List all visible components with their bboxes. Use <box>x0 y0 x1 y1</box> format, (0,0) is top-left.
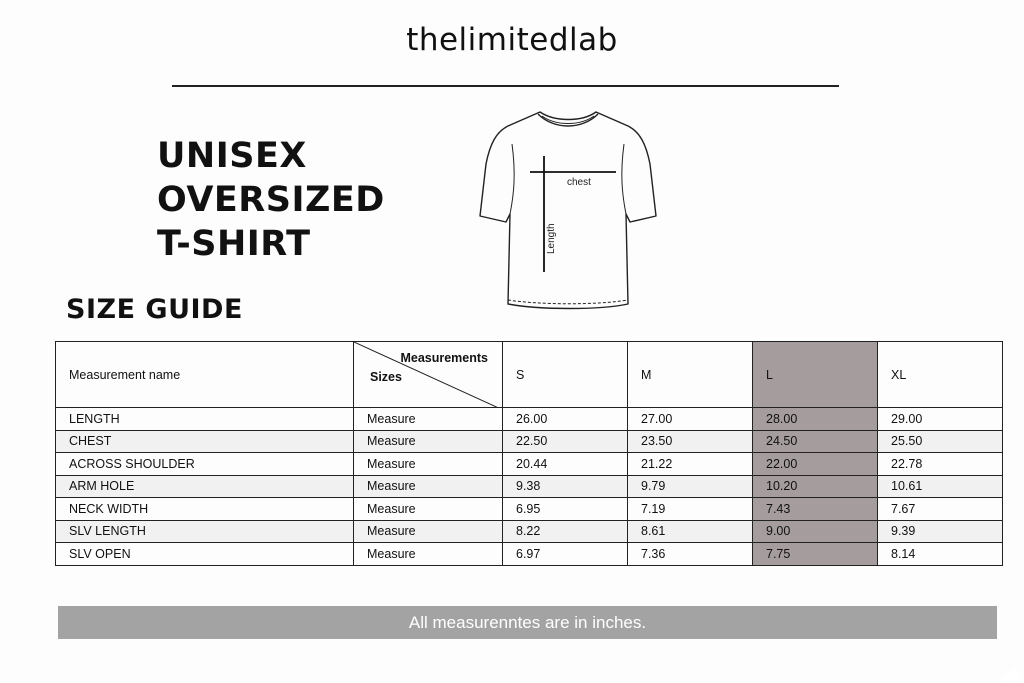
header-measurements-label: Measurements <box>400 351 488 365</box>
value-m: 7.36 <box>628 543 753 566</box>
page-curl-icon <box>984 653 1024 683</box>
row-measure: Measure <box>354 453 503 476</box>
row-measure: Measure <box>354 498 503 521</box>
header-diagonal-cell <box>354 342 503 408</box>
table-row <box>56 498 1003 521</box>
table-row <box>56 520 1003 543</box>
header-size-m: M <box>628 342 753 408</box>
header-measurement-name: Measurement name <box>56 342 354 408</box>
row-name: SLV LENGTH <box>56 520 354 543</box>
value-xl: 9.39 <box>878 520 1003 543</box>
value-s: 22.50 <box>503 430 628 453</box>
value-m: 27.00 <box>628 408 753 431</box>
value-l: 10.20 <box>753 475 878 498</box>
header-size-s: S <box>503 342 628 408</box>
value-l: 7.43 <box>753 498 878 521</box>
value-m: 23.50 <box>628 430 753 453</box>
brand-name: thelimitedlab <box>406 22 618 58</box>
value-l: 7.75 <box>753 543 878 566</box>
value-l: 22.00 <box>753 453 878 476</box>
header-sizes-label: Sizes <box>370 370 402 384</box>
measurement-note-banner <box>58 606 997 639</box>
table-row <box>56 543 1003 566</box>
size-table <box>55 341 1003 566</box>
value-s: 8.22 <box>503 520 628 543</box>
product-title <box>157 134 385 266</box>
table-row <box>56 408 1003 431</box>
value-l: 24.50 <box>753 430 878 453</box>
value-xl: 10.61 <box>878 475 1003 498</box>
row-measure: Measure <box>354 475 503 498</box>
product-title-line-1: UNISEX <box>157 136 307 176</box>
length-label: Length <box>546 223 557 254</box>
table-row <box>56 475 1003 498</box>
value-xl: 8.14 <box>878 543 1003 566</box>
product-title-line-3: T-SHIRT <box>157 224 311 264</box>
row-name: NECK WIDTH <box>56 498 354 521</box>
product-title-line-2: OVERSIZED <box>157 180 385 220</box>
row-measure: Measure <box>354 408 503 431</box>
value-s: 6.97 <box>503 543 628 566</box>
value-xl: 22.78 <box>878 453 1003 476</box>
value-xl: 7.67 <box>878 498 1003 521</box>
size-guide-title: SIZE GUIDE <box>66 294 243 325</box>
header-size-xl: XL <box>878 342 1003 408</box>
row-name: SLV OPEN <box>56 543 354 566</box>
value-s: 26.00 <box>503 408 628 431</box>
tshirt-outline <box>480 112 656 309</box>
value-l: 28.00 <box>753 408 878 431</box>
row-name: ARM HOLE <box>56 475 354 498</box>
chest-label: chest <box>567 177 591 188</box>
value-s: 9.38 <box>503 475 628 498</box>
header-size-l: L <box>753 342 878 408</box>
row-name: CHEST <box>56 430 354 453</box>
row-measure: Measure <box>354 543 503 566</box>
value-l: 9.00 <box>753 520 878 543</box>
header-divider <box>172 85 839 87</box>
tshirt-illustration <box>470 104 666 318</box>
measurement-note-text: All measurenntes are in inches. <box>408 613 647 632</box>
value-xl: 29.00 <box>878 408 1003 431</box>
value-m: 8.61 <box>628 520 753 543</box>
row-name: LENGTH <box>56 408 354 431</box>
row-name: ACROSS SHOULDER <box>56 453 354 476</box>
table-header-row <box>56 342 1003 408</box>
value-m: 9.79 <box>628 475 753 498</box>
value-xl: 25.50 <box>878 430 1003 453</box>
value-s: 6.95 <box>503 498 628 521</box>
row-measure: Measure <box>354 520 503 543</box>
value-m: 21.22 <box>628 453 753 476</box>
row-measure: Measure <box>354 430 503 453</box>
table-row <box>56 453 1003 476</box>
value-m: 7.19 <box>628 498 753 521</box>
table-row <box>56 430 1003 453</box>
value-s: 20.44 <box>503 453 628 476</box>
